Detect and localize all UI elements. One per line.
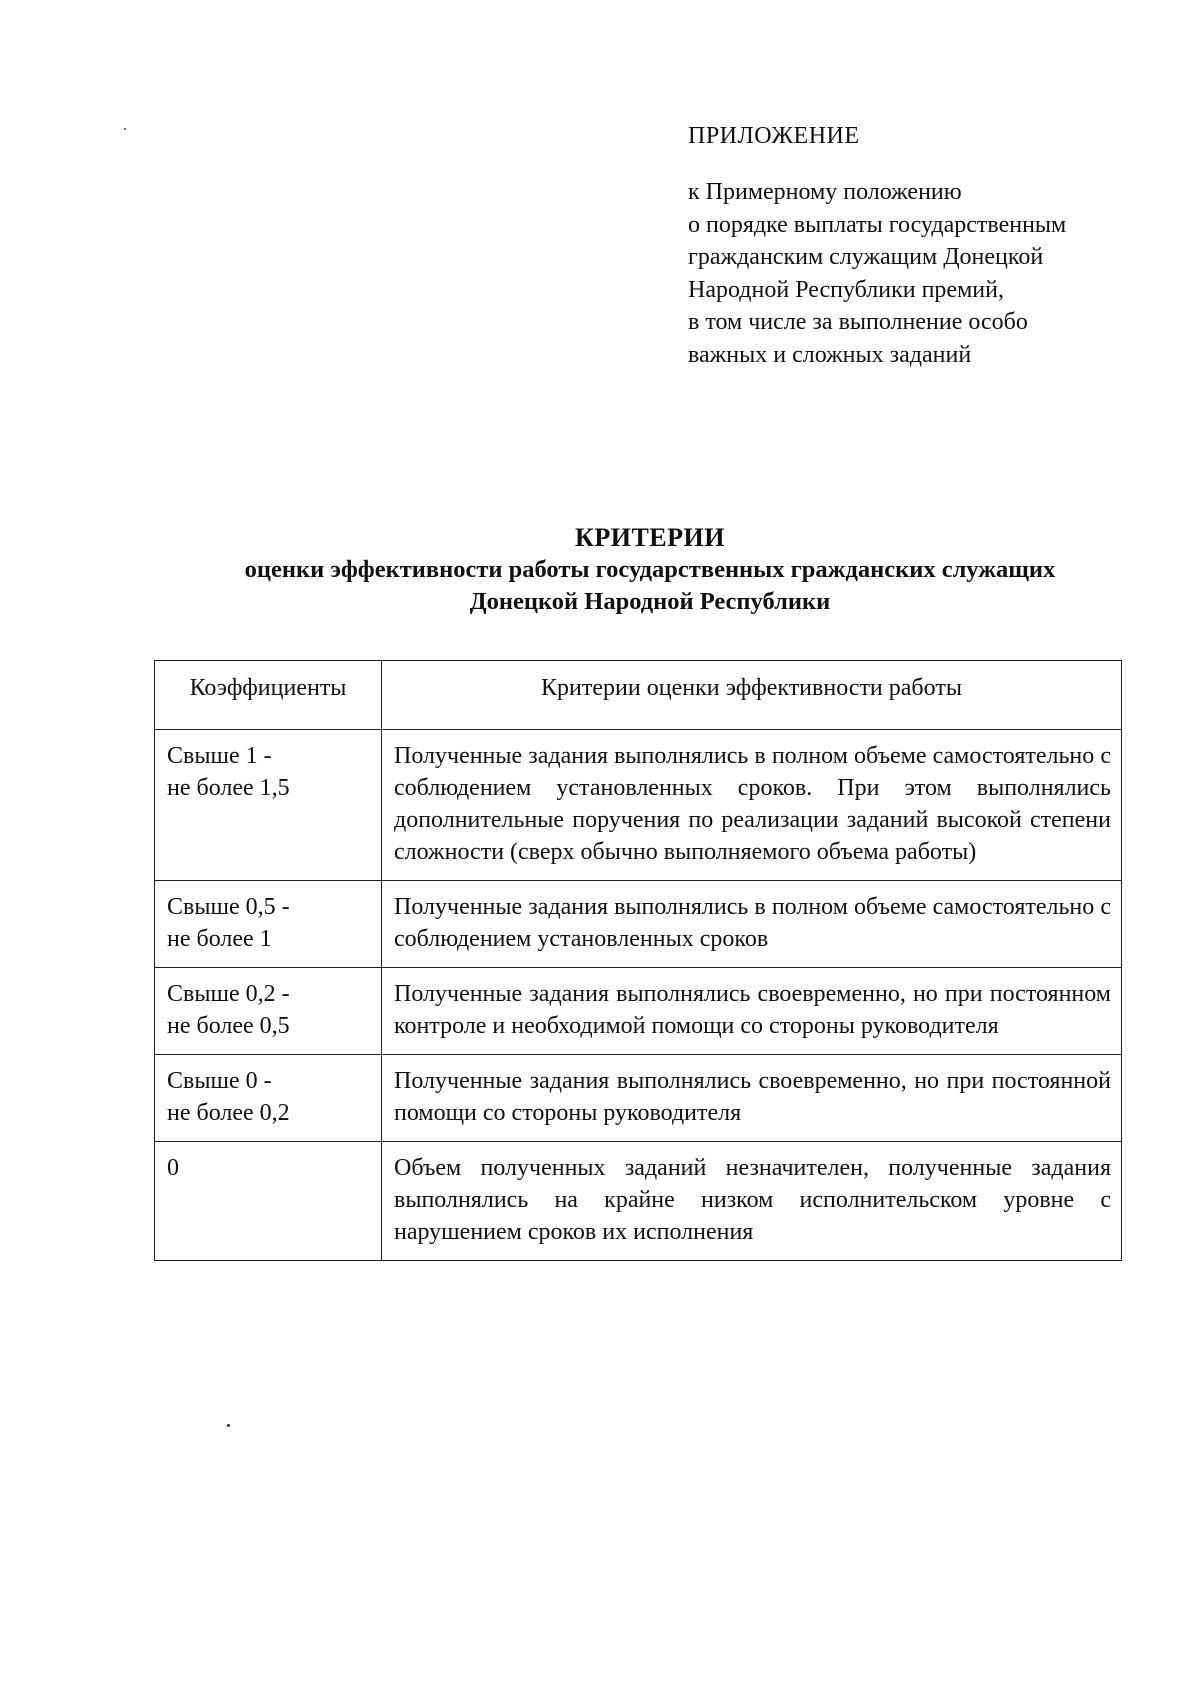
table-row bbox=[155, 881, 1122, 968]
coefficient-line: не более 0,2 bbox=[167, 1100, 290, 1126]
coefficient-line: Свыше 0,2 - bbox=[167, 981, 290, 1007]
appendix-title: ПРИЛОЖЕНИЕ bbox=[688, 123, 860, 149]
appendix-line: гражданским служащим Донецкой bbox=[688, 244, 1044, 270]
coefficient-cell bbox=[155, 1055, 382, 1142]
coefficient-line: Свыше 0,5 - bbox=[167, 894, 290, 920]
criteria-cell: Объем полученных заданий незначителен, полученные задания выполнялись на крайне низком исполнительском уровне с нарушением сроков их исполнения bbox=[382, 1142, 1122, 1261]
coefficient-cell bbox=[155, 881, 382, 968]
appendix-line: в том числе за выполнение особо bbox=[688, 309, 1028, 335]
scan-speck bbox=[124, 128, 126, 130]
appendix-line: Народной Республики премий, bbox=[688, 276, 1004, 303]
coefficient-cell bbox=[155, 1142, 382, 1261]
appendix-line: к Примерному положению bbox=[688, 179, 962, 205]
coefficient-cell bbox=[155, 968, 382, 1055]
coefficient-line: не более 1 bbox=[167, 926, 272, 952]
document-heading bbox=[120, 522, 1180, 618]
heading-title: КРИТЕРИИ bbox=[575, 523, 725, 552]
column-header-criteria: Критерии оценки эффективности работы bbox=[382, 661, 1122, 730]
appendix-block bbox=[688, 120, 1148, 371]
appendix-line: важных и сложных заданий bbox=[688, 341, 972, 368]
appendix-line: о порядке выплаты государственным bbox=[688, 211, 1067, 238]
criteria-table bbox=[154, 660, 1122, 1261]
criteria-cell: Полученные задания выполнялись в полном объеме самостоятельно с соблюдением установленных сроков bbox=[382, 881, 1122, 968]
appendix-reference bbox=[688, 176, 1148, 371]
table-row bbox=[155, 730, 1122, 881]
coefficient-line: не более 1,5 bbox=[167, 775, 290, 801]
coefficient-line: Свыше 0 - bbox=[167, 1068, 272, 1094]
table-row bbox=[155, 1055, 1122, 1142]
heading-subtitle-line-1: оценки эффективности работы государственных гражданских служащих bbox=[244, 556, 1056, 583]
heading-subtitle-line-2: Донецкой Народной Республики bbox=[469, 588, 831, 615]
column-header-coefficients: Коэффициенты bbox=[155, 661, 382, 730]
scan-speck bbox=[227, 1424, 230, 1427]
criteria-cell: Полученные задания выполнялись в полном объеме самостоятельно с соблюдением установленных сроков. При этом выполнялись дополнительные поручения по реализации заданий высокой степени сложности (сверх обычно выполняемого объема работы) bbox=[382, 730, 1122, 881]
coefficient-line: 0 bbox=[167, 1155, 179, 1181]
criteria-cell: Полученные задания выполнялись своевременно, но при постоянном контроле и необходимой помощи со стороны руководителя bbox=[382, 968, 1122, 1055]
table-header-row bbox=[155, 661, 1122, 730]
table-row bbox=[155, 968, 1122, 1055]
table-row bbox=[155, 1142, 1122, 1261]
coefficient-line: Свыше 1 - bbox=[167, 743, 272, 769]
criteria-cell: Полученные задания выполнялись своевременно, но при постоянной помощи со стороны руководителя bbox=[382, 1055, 1122, 1142]
coefficient-line: не более 0,5 bbox=[167, 1013, 290, 1039]
coefficient-cell bbox=[155, 730, 382, 881]
